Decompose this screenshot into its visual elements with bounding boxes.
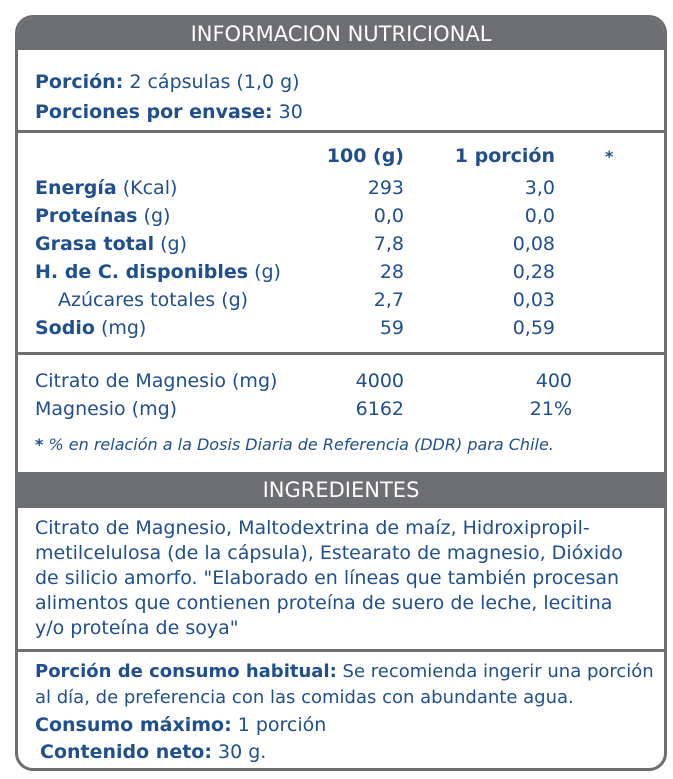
nutrient-value-portion: 0,03 <box>512 289 555 311</box>
nutrient-row-fat <box>35 233 187 255</box>
nutrient-value-100g: 59 <box>379 317 404 339</box>
max-consumption-label: Consumo máximo: <box>35 714 232 736</box>
extra-row-value-100g: 4000 <box>355 370 404 392</box>
nutrient-value-100g: 28 <box>379 261 404 283</box>
nutrient-unit: (g) <box>154 233 188 255</box>
portions-per-container-line <box>35 101 303 123</box>
column-header-portion: 1 porción <box>454 145 555 167</box>
nutrient-value-portion: 0,59 <box>512 317 555 339</box>
net-content-line <box>40 741 266 763</box>
nutrient-unit: (mg) <box>94 317 147 339</box>
nutrient-unit: (g) <box>137 205 171 227</box>
divider <box>18 649 664 652</box>
nutrient-value-100g: 0,0 <box>373 205 404 227</box>
max-consumption-line <box>35 714 326 736</box>
nutrient-value-100g: 293 <box>367 177 404 199</box>
net-content-label: Contenido neto: <box>40 741 212 763</box>
ingredients-line: de silicio amorfo. "Elaborado en líneas que también procesan <box>35 567 620 589</box>
nutrient-value-portion: 0,0 <box>524 205 555 227</box>
habitual-portion-line-2: al día, de preferencia con las comidas con abundante agua. <box>35 687 574 708</box>
footnote-star: * <box>35 435 44 454</box>
nutrient-unit: (Kcal) <box>116 177 178 199</box>
habitual-portion-label: Porción de consumo habitual: <box>35 661 337 682</box>
column-header-100g: 100 (g) <box>326 145 404 167</box>
nutrient-unit: (g) <box>248 261 281 283</box>
portions-per-container-value: 30 <box>272 101 303 123</box>
ingredients-line: y/o proteína de soya" <box>35 617 239 639</box>
extra-row-value-portion: 21% <box>529 398 572 420</box>
extra-row-label: Magnesio (mg) <box>35 398 178 420</box>
ingredients-line: alimentos que contienen proteína de suero de leche, lecitina <box>35 592 613 614</box>
portions-per-container-label: Porciones por envase: <box>35 101 273 123</box>
nutrient-value-portion: 0,08 <box>512 233 555 255</box>
divider <box>18 130 664 133</box>
max-consumption-value: 1 porción <box>231 714 327 736</box>
nutrient-row-carbs <box>35 261 281 283</box>
extra-row-value-portion: 400 <box>535 370 572 392</box>
extra-row-value-100g: 6162 <box>355 398 404 420</box>
nutrition-header: INFORMACION NUTRICIONAL <box>18 18 664 50</box>
nutrient-value-portion: 3,0 <box>524 177 555 199</box>
nutrient-name: Proteínas <box>35 205 138 227</box>
nutrient-name: Sodio <box>35 317 95 339</box>
nutrient-unit: Azúcares totales (g) <box>58 289 249 311</box>
nutrient-row-sodium <box>35 317 146 339</box>
habitual-portion-text: Se recomienda ingerir una porción <box>336 661 654 682</box>
extra-row-label: Citrato de Magnesio (mg) <box>35 370 278 392</box>
ingredients-header: INGREDIENTES <box>18 472 664 508</box>
nutrition-label <box>15 15 667 771</box>
footnote <box>35 433 554 456</box>
nutrient-name: H. de C. disponibles <box>35 261 249 283</box>
footnote-text: % en relación a la Dosis Diaria de Referencia (DDR) para Chile. <box>43 435 554 454</box>
portion-line <box>35 71 300 93</box>
nutrient-row-protein <box>35 205 170 227</box>
nutrient-row-energy <box>35 177 177 199</box>
nutrient-value-100g: 7,8 <box>373 233 404 255</box>
net-content-value: 30 g. <box>211 741 267 763</box>
nutrient-row-sugars <box>58 289 248 311</box>
ingredients-line: metilcelulosa (de la cápsula), Estearato de magnesio, Dióxido <box>35 542 623 564</box>
column-header-ddr: * <box>605 147 614 166</box>
nutrient-value-100g: 2,7 <box>373 289 404 311</box>
portion-label: Porción: <box>35 71 124 93</box>
divider <box>18 352 664 355</box>
ingredients-line: Citrato de Magnesio, Maltodextrina de maíz, Hidroxipropil- <box>35 517 590 539</box>
nutrient-name: Energía <box>35 177 117 199</box>
portion-value: 2 cápsulas (1,0 g) <box>123 71 300 93</box>
nutrient-name: Grasa total <box>35 233 155 255</box>
nutrient-value-portion: 0,28 <box>512 261 555 283</box>
habitual-portion-line <box>35 661 654 683</box>
